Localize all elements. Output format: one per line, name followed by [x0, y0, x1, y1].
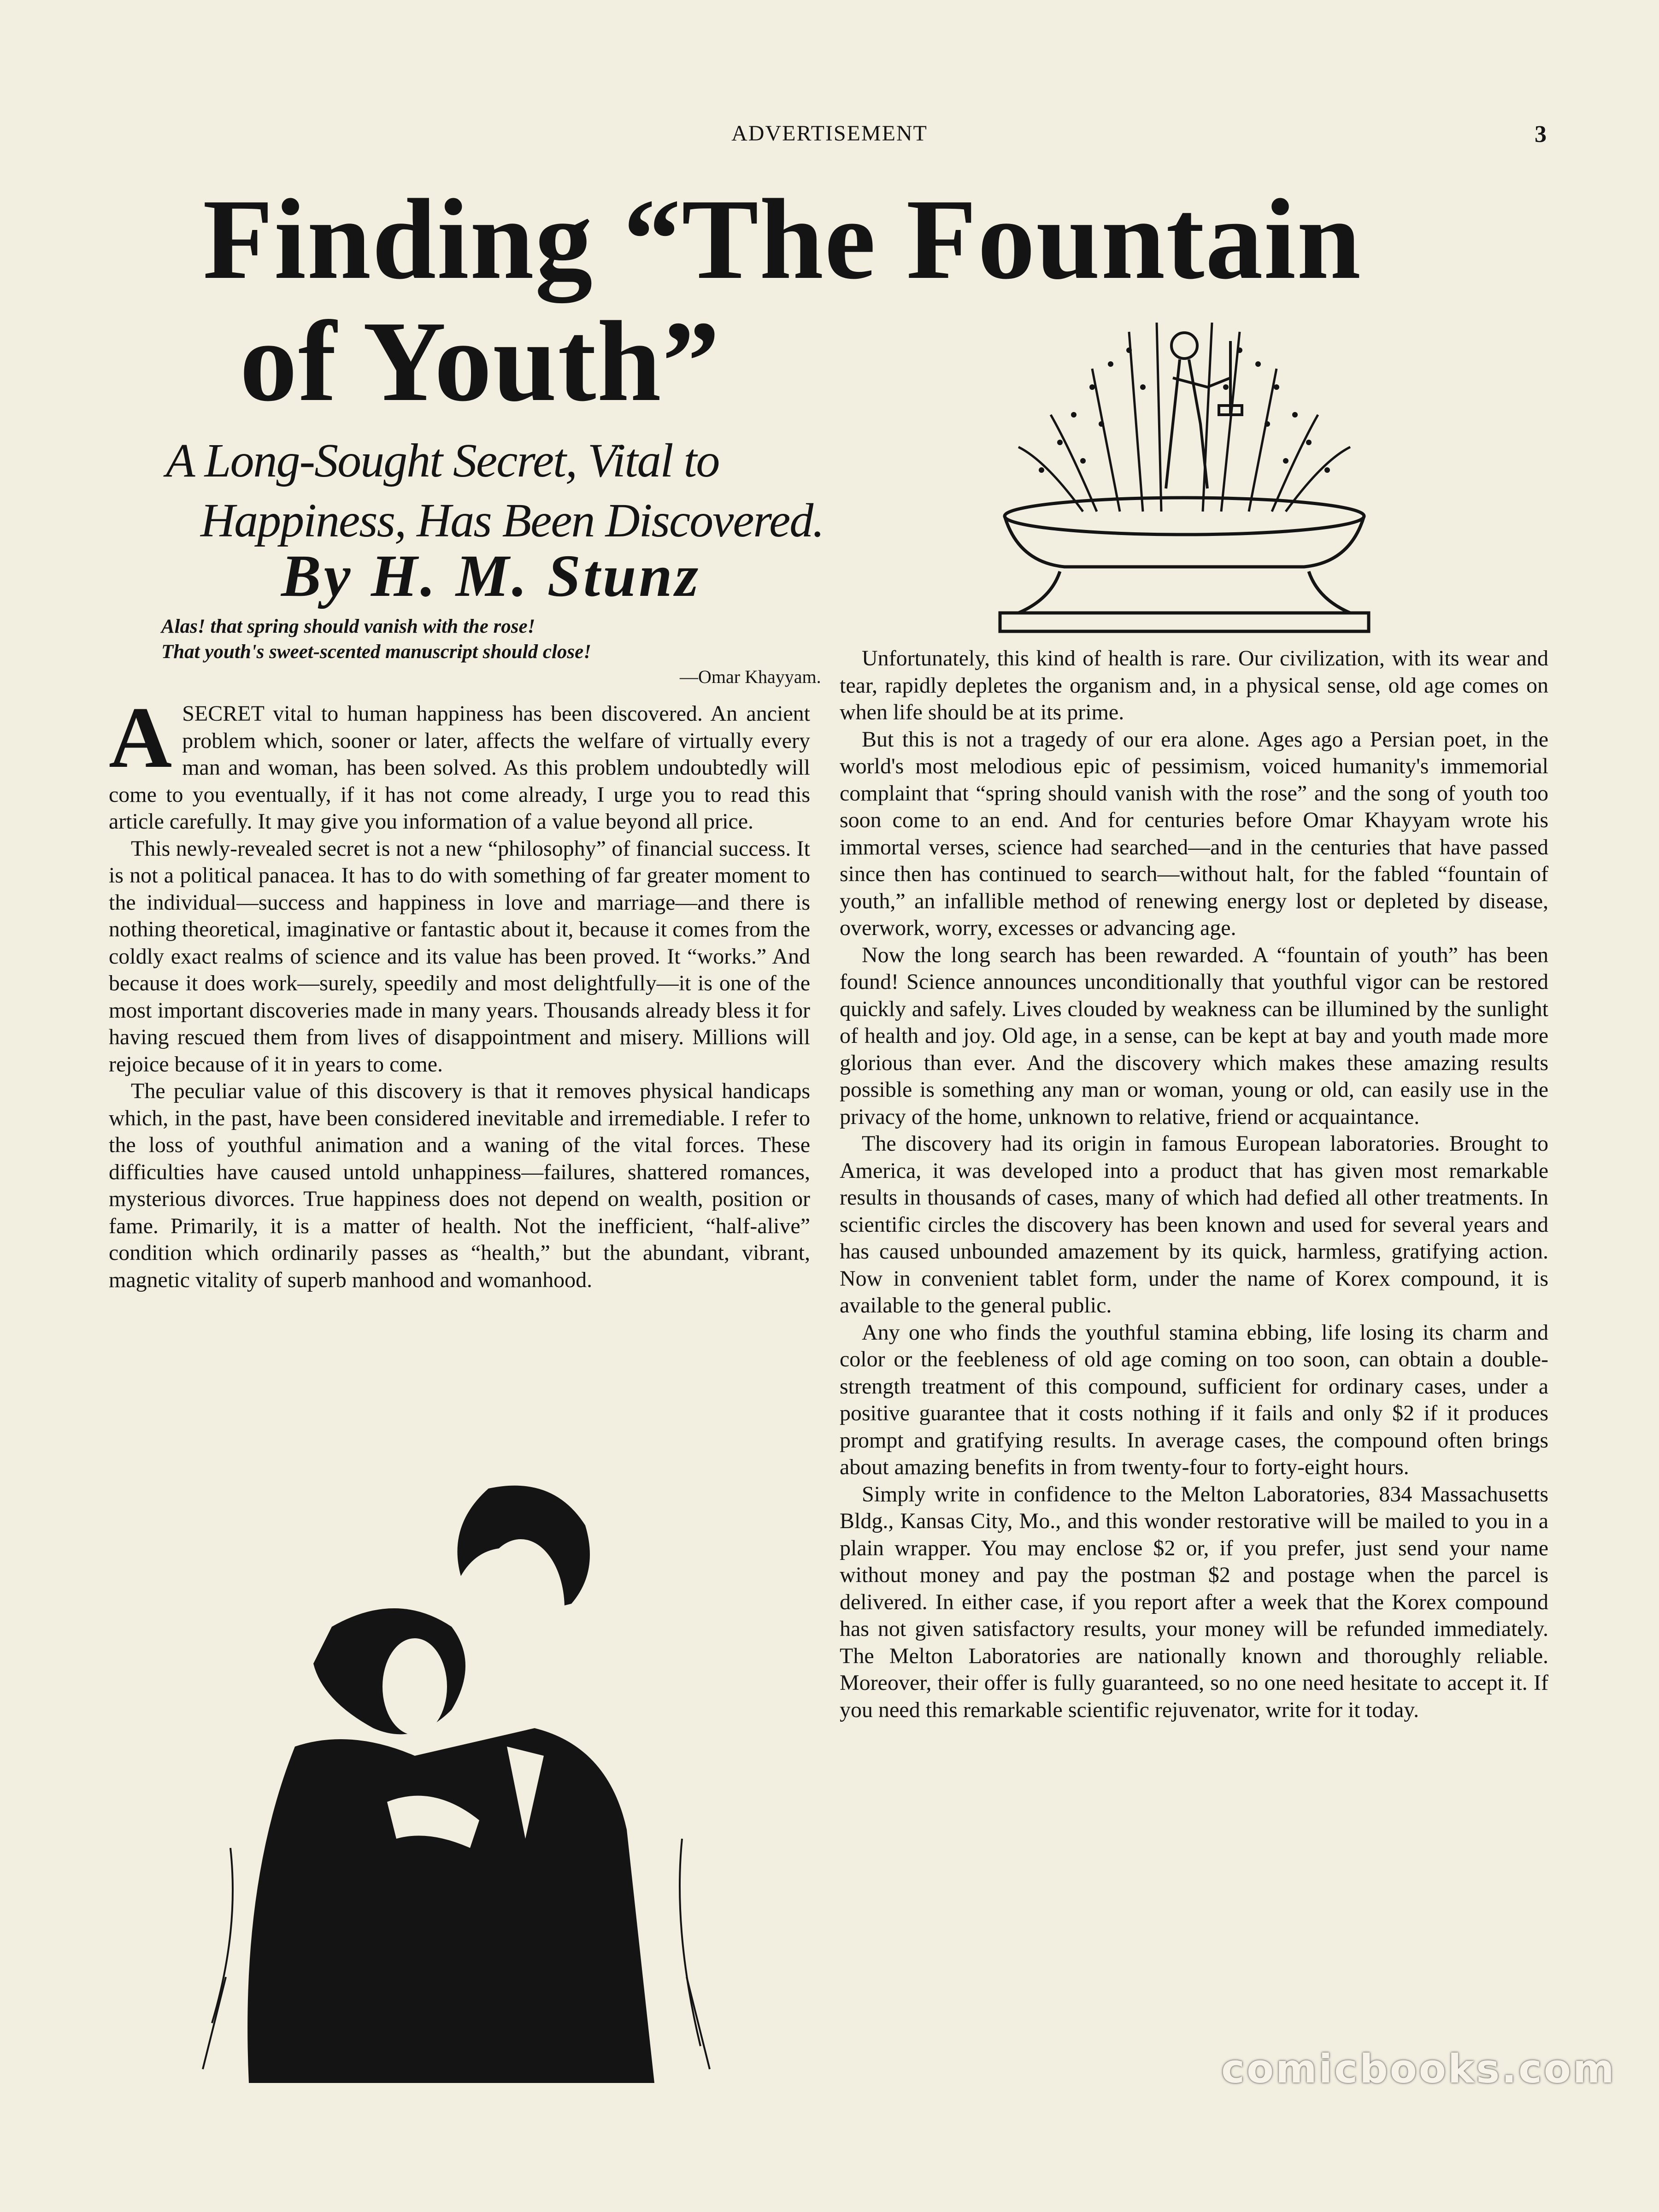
paragraph: But this is not a tragedy of our era alone. Ages ago a Persian poet, in the world's most melodious epic of pessimism, voiced humanity's immemorial complaint that “spring should vanish with the rose” and the song of youth too soon come to an end. And for centuries before Omar Khayyam wrote his immortal verses, science had searched—and in the centuries that have passed since then has continued to search—without halt, for the fabled “fountain of youth,” an infallible method of renewing energy lost or depleted by disease, overwork, worry, excesses or advancing age. — [840, 727, 1548, 940]
paragraph: Simply write in confidence to the Melton Laboratories, 834 Massachusetts Bldg., Kansas City, Mo., and this wonder restorative will be mailed to you in a plain wrapper. You may enclose $2 or, if you prefer, just send your name without money and pay the postman $2 and postage when the parcel is delivered. In either case, if you report after a week that the Korex compound has not given satisfactory results, your money will be refunded immediately. The Melton Laboratories are nationally known and thoroughly reliable. Moreover, their offer is fully guaranteed, so no one need hesitate to accept it. If you need this remarkable scientific rejuvenator, write for it today. — [840, 1482, 1548, 1722]
paragraph: Unfortunately, this kind of health is rare. Our civilization, with its wear and tear, rapidly depletes the organism and, in a physical sense, old age comes on when life should be at its prime. — [840, 646, 1548, 724]
epigraph-attribution: —Omar Khayyam. — [680, 666, 821, 687]
paragraph: The discovery had its origin in famous European laboratories. Brought to America, it was developed into a product that has given most remarkable results in thousands of cases, many of which had defied all other treatments. In scientific circles the discovery has been known and used for several years and has caused unbounded amazement by its quick, harmless, gratifying action. Now in convenient tablet form, under the name of Korex compound, it is available to the general public. — [840, 1131, 1548, 1318]
paragraph: The peculiar value of this discovery is that it removes physical handicaps which, in the past, have been considered inevitable and irremediable. I refer to the loss of youthful animation and a waning of the vital forces. These difficulties have caused untold unhappiness—failures, shattered romances, mysterious divorces. True happiness does not depend on wealth, position or fame. Primarily, it is a matter of health. Not the inefficient, “half-alive” condition which ordinarily passes as “health,” but the abundant, vibrant, magnetic vitality of superb manhood and womanhood. — [109, 1079, 810, 1292]
subtitle-line-2: Happiness, Has Been Discovered. — [200, 494, 824, 547]
right-column — [840, 645, 1548, 1724]
paragraph: Now the long search has been rewarded. A “fountain of youth” has been found! Science announces unconditionally that youthful vigor can be restored quickly and safely. Lives clouded by weakness can be illumined by the sunlight of health and joy. Old age, in a sense, can be kept at bay and youth made more glorious than ever. And the discovery which makes these amazing results possible is something any man or woman, young or old, can easily use in the privacy of the home, unknown to relative, friend or acquaintance. — [840, 942, 1548, 1129]
couple-illustration — [157, 1470, 793, 2083]
byline: By H. M. Stunz — [281, 543, 701, 609]
article-title-line-2: of Youth” — [240, 298, 721, 425]
paragraph: Any one who finds the youthful stamina ebbing, life losing its charm and color or the feebleness of old age coming on too soon, can obtain a double-strength treatment of this compound, sufficient for ordinary cases, under a positive guarantee that it costs nothing if it fails and only $2 if it produces prompt and gratifying results. In average cases, the compound often brings about amazing benefits in from twenty-four to forty-eight hours. — [840, 1320, 1548, 1479]
fountain-illustration — [991, 295, 1378, 636]
drop-cap: A — [109, 689, 172, 786]
subtitle-line-1: A Long-Sought Secret, Vital to — [166, 434, 719, 487]
left-column — [109, 689, 810, 1294]
article-title-line-1: Finding “The Fountain — [203, 176, 1362, 303]
paragraph — [109, 689, 810, 835]
header-label: ADVERTISEMENT — [731, 121, 928, 146]
site-watermark: comicbooks.com — [1221, 2046, 1616, 2092]
paragraph-text: SECRET vital to human happiness has been discovered. An ancient problem which, sooner or later, affects the welfare of virtually every man and woman, has been solved. As this problem undoubtedly will come to you eventually, if it has not come already, I urge you to read this article carefully. It may give you information of a value beyond all price. — [109, 701, 810, 834]
page-number: 3 — [1535, 121, 1547, 147]
epigraph-line-1: Alas! that spring should vanish with the rose! — [161, 616, 535, 637]
epigraph-line-2: That youth's sweet-scented manuscript should close! — [161, 641, 591, 663]
paragraph: This newly-revealed secret is not a new “philosophy” of financial success. It is not a political panacea. It has to do with something of far greater moment to the individual—success and happiness in love and marriage—and there is nothing theoretical, imaginative or fantastic about it, because it comes from the coldly exact realms of science and its value has been proved. It “works.” And because it does work—surely, speedily and most delightfully—it is one of the most important discoveries made in many years. Thousands already bless it for having rescued them from lives of disappointment and misery. Millions will rejoice because of it in years to come. — [109, 836, 810, 1077]
